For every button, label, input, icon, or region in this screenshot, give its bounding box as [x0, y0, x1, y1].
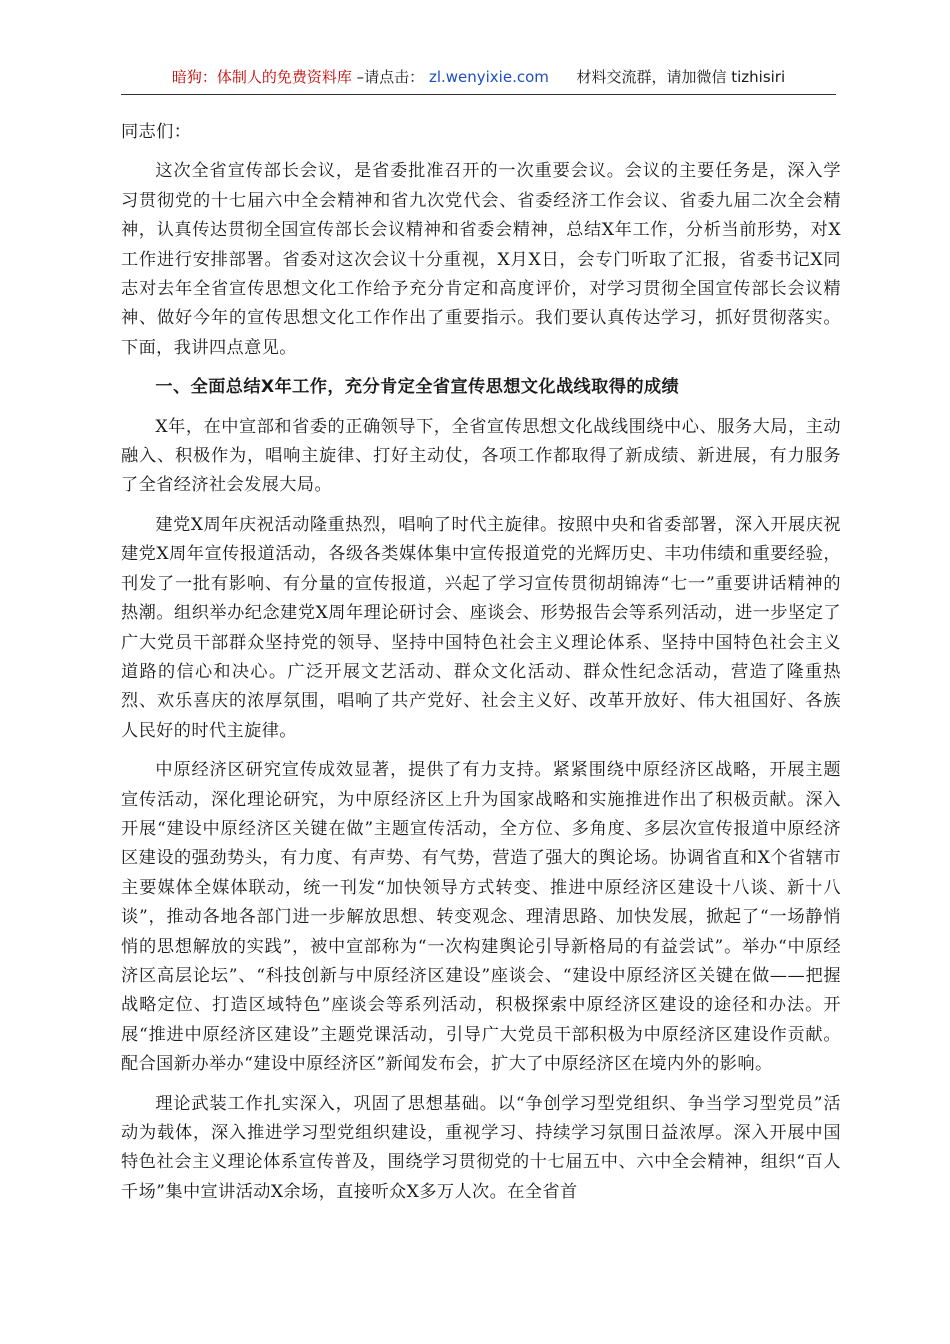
intro-paragraph: 这次全省宣传部长会议，是省委批准召开的一次重要会议。会议的主要任务是，深入学习贯彻党的十七届六中全会精神和省九次党代会、省委经济工作会议、省委九届二次全会精神，认真传达贯彻全国宣传部长会议精神和省委会精神，总结X年工作，分析当前形势，对X工作进行安排部署。省委对这次会议十分重视，X月X日，会专门听取了汇报，省委书记X同志对去年全省宣传思想文化工作给予充分肯定和高度评价，对学习贯彻全国宣传部长会议精神、做好今年的宣传思想文化工作作出了重要指示。我们要认真传达学习，抓好贯彻落实。下面，我讲四点意见。: [121, 161, 841, 358]
body-paragraph: X年，在中宣部和省委的正确领导下，全省宣传思想文化战线围绕中心、服务大局，主动融入、积极作为，唱响主旋律、打好主动仗，各项工作都取得了新成绩、新进展，有力服务了全省经济社会发展大局。: [121, 416, 841, 496]
section-heading: 一、全面总结X年工作，充分肯定全省宣传思想文化战线取得的成绩: [155, 377, 680, 398]
header-cta: –请点击：: [356, 68, 425, 86]
header-brand: 暗狗：体制人的免费资料库: [171, 68, 352, 86]
document-body: [121, 118, 841, 1217]
body-paragraph: 中原经济区研究宣传成效显著，提供了有力支持。紧紧围绕中原经济区战略，开展主题宣传活动，深化理论研究，为中原经济区上升为国家战略和实施推进作出了积极贡献。深入开展“建设中原经济区关键在做”主题宣传活动，全方位、多角度、多层次宣传报道中原经济区建设的强劲势头，有力度、有声势、有气势，营造了强大的舆论场。协调省直和X个省辖市主要媒体全媒体联动，统一刊发“加快领导方式转变、推进中原经济区建设十八谈、新十八谈”，推动各地各部门进一步解放思想、转变观念、理清思路、加快发展，掀起了“一场静悄悄的思想解放的实践”，被中宣部称为“一次构建舆论引导新格局的有益尝试”。举办“中原经济区高层论坛”、“科技创新与中原经济区建设”座谈会、“建设中原经济区关键在做——把握战略定位、打造区域特色”座谈会等系列活动，积极探索中原经济区建设的途径和办法。开展“推进中原经济区建设”主题党课活动，引导广大党员干部积极为中原经济区建设作贡献。配合国新办举办“建设中原经济区”新闻发布会，扩大了中原经济区在境内外的影响。: [121, 760, 841, 1075]
body-paragraph: 理论武装工作扎实深入，巩固了思想基础。以“争创学习型党组织、争当学习型党员”活动为载体，深入推进学习型党组织建设，重视学习、持续学习氛围日益浓厚。深入开展中国特色社会主义理论体系宣传普及，围绕学习贯彻党的十七届五中、六中全会精神，组织“百人千场”集中宣讲活动X余场，直接听众X多万人次。在全省首: [121, 1093, 841, 1202]
body-paragraph: 建党X周年庆祝活动隆重热烈，唱响了时代主旋律。按照中央和省委部署，深入开展庆祝建党X周年宣传报道活动，各级各类媒体集中宣传报道党的光辉历史、丰功伟绩和重要经验，刊发了一批有影响、有分量的宣传报道，兴起了学习宣传贯彻胡锦涛“七一”重要讲话精神的热潮。组织举办纪念建党X周年理论研讨会、座谈会、形势报告会等系列活动，进一步坚定了广大党员干部群众坚持党的领导、坚持中国特色社会主义理论体系、坚持中国特色社会主义道路的信心和决心。广泛开展文艺活动、群众文化活动、群众性纪念活动，营造了隆重热烈、欢乐喜庆的浓厚氛围，唱响了共产党好、社会主义好、改革开放好、伟大祖国好、各族人民好的时代主旋律。: [121, 514, 841, 741]
salutation: 同志们：: [121, 122, 192, 142]
header-contact: 材料交流群，请加微信 tizhisiri: [576, 68, 786, 86]
header-link[interactable]: zl.wenyixie.com: [428, 68, 549, 86]
page-header: [121, 62, 836, 95]
